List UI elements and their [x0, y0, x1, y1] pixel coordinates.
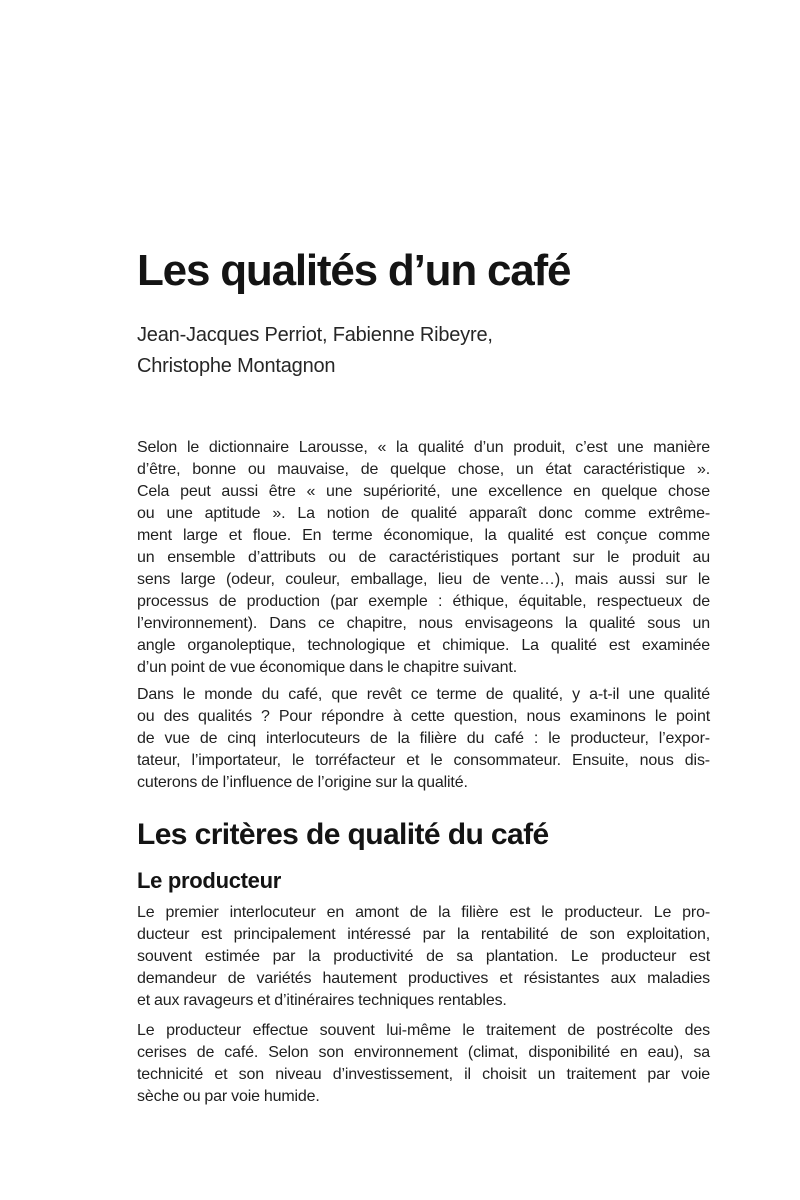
text-column [137, 0, 710, 1108]
producer-paragraph-2 [137, 1020, 710, 1108]
intro-paragraph-1 [137, 437, 710, 679]
text-line: ou une aptitude ». La notion de qualité apparaît donc comme extrême- [137, 505, 710, 522]
text-line: Cela peut aussi être « une supériorité, une excellence en quelque chose [137, 483, 710, 500]
text-line: Le producteur effectue souvent lui-même le traitement de postrécolte des [137, 1022, 710, 1039]
text-line: sens large (odeur, couleur, emballage, lieu de vente…), mais aussi sur le [137, 571, 710, 588]
chapter-title: Les qualités d’un café [137, 246, 571, 295]
text-line: ou des qualités ? Pour répondre à cette question, nous examinons le point [137, 708, 710, 725]
subsection-heading: Le producteur [137, 868, 281, 893]
text-line: l’environnement). Dans ce chapitre, nous envisageons la qualité sous un [137, 615, 710, 632]
text-line: cerises de café. Selon son environnement (climat, disponibilité en eau), sa [137, 1044, 710, 1061]
intro-paragraph-2 [137, 684, 710, 794]
text-line: Le premier interlocuteur en amont de la filière est le producteur. Le pro- [137, 904, 710, 921]
text-line: de vue de cinq interlocuteurs de la filière du café : le producteur, l’expor- [137, 730, 710, 747]
section-heading: Les critères de qualité du café [137, 818, 549, 851]
producer-paragraph-1 [137, 902, 710, 1012]
text-line: souvent estimée par la productivité de sa plantation. Le producteur est [137, 948, 710, 965]
text-line: demandeur de variétés hautement productives et résistantes aux maladies [137, 970, 710, 987]
text-line: Dans le monde du café, que revêt ce terme de qualité, y a-t-il une qualité [137, 686, 710, 703]
authors-block [137, 320, 710, 382]
authors-line: Christophe Montagnon [137, 355, 336, 377]
authors-line: Jean-Jacques Perriot, Fabienne Ribeyre, [137, 324, 493, 346]
text-line: un ensemble d’attributs ou de caractéristiques portant sur le produit au [137, 549, 710, 566]
text-line: cuterons de l’influence de l’origine sur la qualité. [137, 774, 468, 791]
text-line: tateur, l’importateur, le torréfacteur et le consommateur. Ensuite, nous dis- [137, 752, 710, 769]
text-line: Selon le dictionnaire Larousse, « la qualité d’un produit, c’est une manière [137, 439, 710, 456]
text-line: angle organoleptique, technologique et chimique. La qualité est examinée [137, 637, 710, 654]
text-line: d’un point de vue économique dans le chapitre suivant. [137, 659, 517, 676]
text-line: d’être, bonne ou mauvaise, de quelque chose, un état caractéristique ». [137, 461, 710, 478]
text-line: et aux ravageurs et d’itinéraires techniques rentables. [137, 992, 507, 1009]
text-line: sèche ou par voie humide. [137, 1088, 320, 1105]
text-line: ment large et floue. En terme économique, la qualité est conçue comme [137, 527, 710, 544]
text-line: ducteur est principalement intéressé par la rentabilité de son exploitation, [137, 926, 710, 943]
text-line: processus de production (par exemple : éthique, équitable, respectueux de [137, 593, 710, 610]
text-line: technicité et son niveau d’investissement, il choisit un traitement par voie [137, 1066, 710, 1083]
